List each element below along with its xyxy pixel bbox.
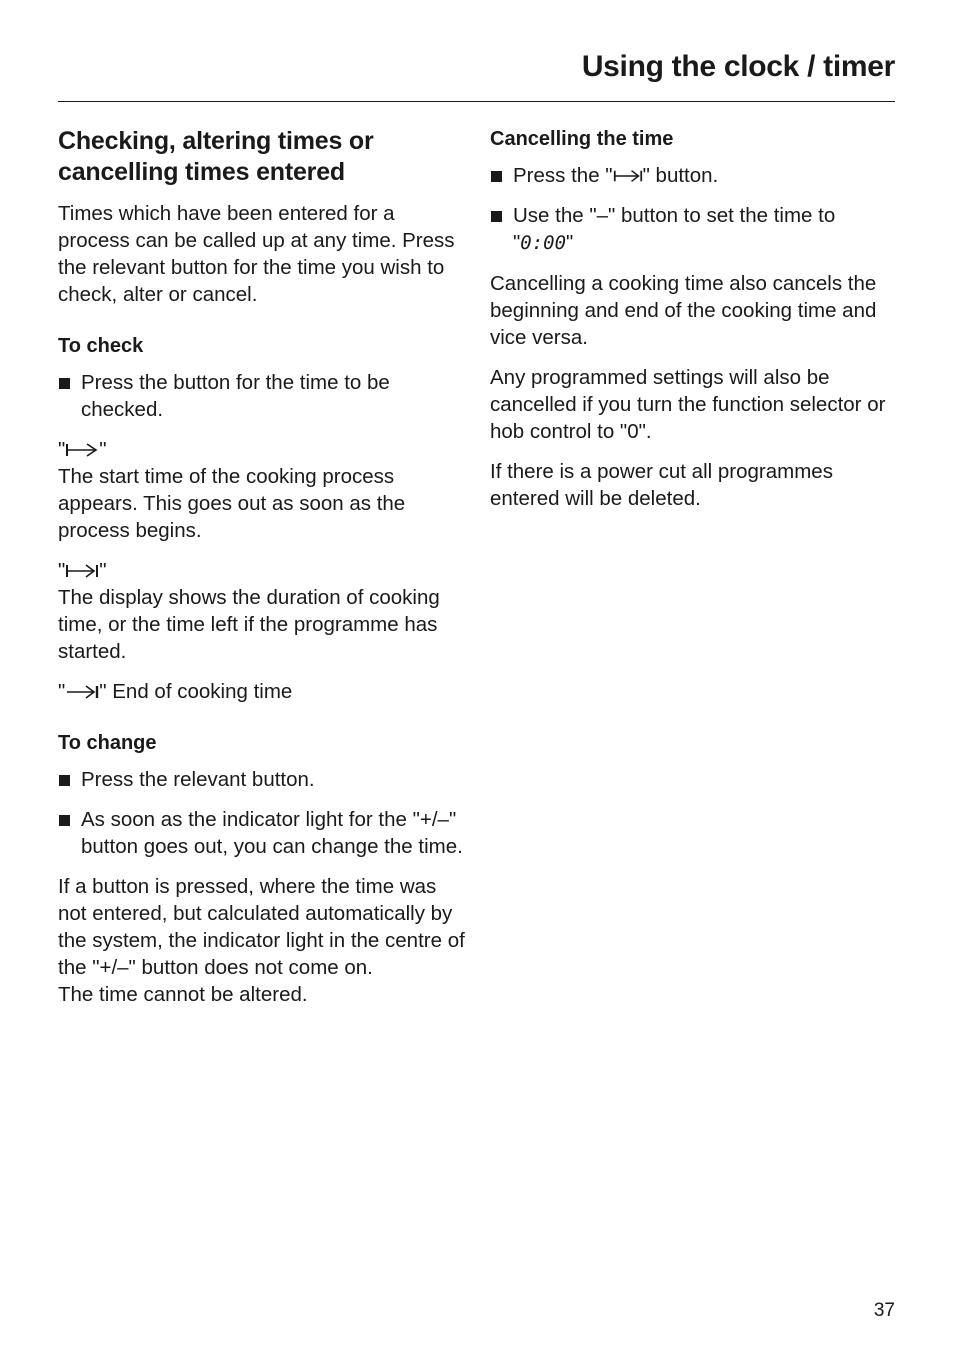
subheading-cancelling: Cancelling the time	[490, 128, 674, 150]
right-column	[490, 126, 900, 512]
list-item	[58, 766, 468, 793]
change-list	[58, 766, 468, 860]
cancel-paragraph-3: If there is a power cut all programmes entered will be deleted.	[490, 460, 833, 510]
check-list	[58, 369, 468, 423]
section-heading: Checking, altering times or cancelling times entered	[58, 127, 374, 186]
bullet-square-icon	[59, 815, 70, 826]
list-item	[58, 369, 468, 423]
duration-label: " "	[58, 559, 107, 582]
list-item: Press the " " button.	[490, 162, 900, 189]
end-time-line: " " End of cooking time	[58, 680, 293, 703]
bullet-square-icon	[59, 775, 70, 786]
bullet-square-icon	[491, 171, 502, 182]
list-item: Use the "–" button to set the time to "0:00"	[490, 202, 900, 257]
change-note: The time cannot be altered.	[58, 983, 308, 1006]
start-time-icon	[65, 442, 99, 458]
page-header	[58, 50, 895, 102]
list-item	[58, 806, 468, 860]
subheading-to-change: To change	[58, 732, 157, 754]
page-title: Using the clock / timer	[581, 50, 895, 83]
bullet-square-icon	[491, 211, 502, 222]
list-item-text: Press the relevant button.	[81, 768, 315, 791]
page-number: 37	[873, 1300, 895, 1321]
duration-icon	[613, 168, 643, 184]
list-item-text: Press the button for the time to be checked.	[81, 371, 390, 421]
start-time-description: The start time of the cooking process appears. This goes out as soon as the process begins.	[58, 465, 406, 542]
display-value: 0:00	[520, 232, 567, 254]
cancel-paragraph-1: Cancelling a cooking time also cancels the beginning and end of the cooking time and vice versa.	[490, 272, 877, 349]
subheading-to-check: To check	[58, 335, 144, 357]
cancel-list	[490, 162, 900, 257]
list-item-text: As soon as the indicator light for the "+/–" button goes out, you can change the time.	[81, 808, 463, 858]
bullet-square-icon	[59, 378, 70, 389]
intro-paragraph: Times which have been entered for a process can be called up at any time. Press the relevant button for the time you wish to check, alter or cancel.	[58, 202, 455, 306]
duration-icon	[65, 563, 99, 579]
end-time-icon	[65, 684, 99, 700]
duration-description: The display shows the duration of cooking time, or the time left if the programme has started.	[58, 586, 440, 663]
left-column	[58, 126, 468, 1008]
cancel-paragraph-2: Any programmed settings will also be cancelled if you turn the function selector or hob control to "0".	[490, 366, 886, 443]
start-time-label: " "	[58, 438, 107, 461]
change-paragraph: If a button is pressed, where the time was not entered, but calculated automatically by the system, the indicator light in the centre of the "+/–" button does not come on.	[58, 875, 465, 979]
